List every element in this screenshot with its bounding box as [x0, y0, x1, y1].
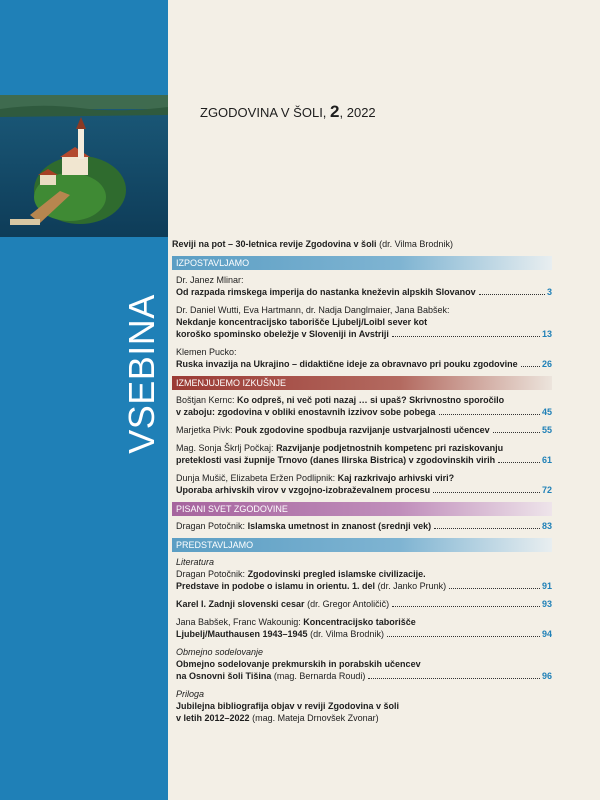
toc-entry-obmejno[interactable]: [172, 658, 552, 682]
journal-title: ZGODOVINA V ŠOLI,: [200, 105, 327, 120]
toc-entry-pucko[interactable]: [172, 346, 552, 370]
entry-title-line2: Ljubelj/Mauthausen 1943–1945: [176, 629, 308, 639]
entry-title-line1: Nekdanje koncentracijsko taborišče Ljubelj/Loibl sever kot: [176, 317, 428, 327]
page-number: 91: [541, 581, 552, 591]
vertical-title-container: [116, 268, 168, 480]
toc-entry-kernc[interactable]: [172, 394, 552, 418]
category-label-obmejno: Obmejno sodelovanje: [176, 647, 264, 657]
toc-entry-islam[interactable]: [172, 520, 552, 532]
entry-title: Od razpada rimskega imperija do nastanka kneževin alpskih Slovanov: [176, 287, 476, 297]
entry-title-line2: v letih 2012–2022: [176, 713, 250, 723]
entry-author: Jana Babšek, Franc Wakounig:: [176, 617, 301, 627]
page-number: 94: [541, 629, 552, 639]
entry-author: Mag. Sonja Škrlj Počkaj:: [176, 443, 274, 453]
entry-author: Dunja Mušič, Elizabeta Eržen Podlipnik:: [176, 473, 336, 483]
entry-title: Islamska umetnost in znanost (srednji vek): [247, 521, 432, 531]
toc-entry-pregled[interactable]: [172, 568, 552, 592]
page-number: 61: [541, 455, 552, 465]
entry-author: Boštjan Kernc:: [176, 395, 235, 405]
page-number: 72: [541, 485, 552, 495]
entry-title-line1: Koncentracijsko taborišče: [303, 617, 416, 627]
entry-title-line2: preteklosti vasi župnije Trnovo (danes Ilirska Bistrica) v zgodovinskih virih: [176, 455, 496, 465]
category-label-literatura: Literatura: [176, 557, 215, 567]
entry-reviewer: (dr. Gregor Antoličič): [307, 599, 390, 609]
toc-entry-babsek[interactable]: [172, 616, 552, 640]
section-heading-pisani-svet: PISANI SVET ZGODOVINE: [172, 502, 552, 516]
entry-title-line1: Obmejno sodelovanje prekmurskih in porabskih učencev: [176, 659, 421, 669]
entry-title-line1: Razvijanje podjetnostnih kompetenc pri raziskovanju: [276, 443, 504, 453]
page-number: 96: [541, 671, 552, 681]
entry-author: Dragan Potočnik:: [176, 521, 246, 531]
toc-entry-wutti[interactable]: [172, 304, 552, 340]
entry-title-line1: Zgodovinski pregled islamske civilizacije.: [247, 569, 426, 579]
entry-author: Dr. Janez Mlinar:: [176, 275, 244, 285]
page-number: 45: [541, 407, 552, 417]
table-of-contents: [172, 238, 552, 730]
cover-photo-bled-island: [0, 95, 168, 237]
entry-author: Marjetka Pivk:: [176, 425, 233, 435]
entry-title: Reviji na pot – 30-letnica revije Zgodovina v šoli: [172, 239, 377, 249]
entry-title-line1: Jubilejna bibliografija objav v reviji Zgodovina v šoli: [176, 701, 400, 711]
toc-entry-karel[interactable]: [172, 598, 552, 610]
journal-header: [200, 102, 376, 122]
page-number: 93: [541, 599, 552, 609]
entry-author: Klemen Pucko:: [176, 347, 237, 357]
entry-title: Ruska invazija na Ukrajino – didaktične ideje za obravnavo pri pouku zgodovine: [176, 359, 518, 369]
page-number: 3: [546, 287, 552, 297]
entry-reviewer: (dr. Janko Prunk): [377, 581, 447, 591]
entry-title-line1: Kaj razkrivajo arhivski viri?: [337, 473, 455, 483]
page-number: 13: [541, 329, 552, 339]
entry-title-line1: Ko odpreš, ni več poti nazaj … si upaš? Skrivnostno sporočilo: [237, 395, 505, 405]
entry-author: (dr. Vilma Brodnik): [379, 239, 453, 249]
entry-title: Karel I. Zadnji slovenski cesar: [176, 599, 305, 609]
vertical-title: VSEBINA: [121, 294, 162, 454]
toc-entry-pockaj[interactable]: [172, 442, 552, 466]
entry-title: Pouk zgodovine spodbuja razvijanje ustvarjalnosti učencev: [235, 425, 490, 435]
entry-reviewer: (dr. Vilma Brodnik): [310, 629, 384, 639]
page-number: 55: [541, 425, 552, 435]
entry-title-line2: koroško spominsko obeležje v Sloveniji in Avstriji: [176, 329, 389, 339]
toc-entry-pivk[interactable]: [172, 424, 552, 436]
section-heading-izpostavljamo: IZPOSTAVLJAMO: [172, 256, 552, 270]
entry-author: Dr. Daniel Wutti, Eva Hartmann, dr. Nadja Danglmaier, Jana Babšek:: [176, 305, 450, 315]
toc-entry-music[interactable]: [172, 472, 552, 496]
page-number: 83: [541, 521, 552, 531]
toc-entry-priloga[interactable]: [172, 700, 552, 724]
section-heading-izmenjujemo: IZMENJUJEMO IZKUŠNJE: [172, 376, 552, 390]
entry-reviewer: (mag. Bernarda Roudi): [273, 671, 366, 681]
entry-title-line2: v zaboju: zgodovina v obliki enostavnih izzivov sobe pobega: [176, 407, 436, 417]
journal-year: , 2022: [339, 105, 376, 120]
entry-title-line2: Uporaba arhivskih virov v vzgojno-izobraževalnem procesu: [176, 485, 431, 495]
page-number: 26: [541, 359, 552, 369]
issue-number: 2: [330, 102, 340, 121]
entry-title-line2: na Osnovni šoli Tišina: [176, 671, 272, 681]
toc-entry-intro[interactable]: [172, 238, 552, 250]
category-label-priloga: Priloga: [176, 689, 205, 699]
toc-entry-mlinar[interactable]: [172, 274, 552, 298]
entry-reviewer: (mag. Mateja Drnovšek Zvonar): [252, 713, 379, 723]
entry-author: Dragan Potočnik:: [176, 569, 246, 579]
entry-title-line2: Predstave in podobe o islamu in orientu. 1. del: [176, 581, 376, 591]
section-heading-predstavljamo: PREDSTAVLJAMO: [172, 538, 552, 552]
